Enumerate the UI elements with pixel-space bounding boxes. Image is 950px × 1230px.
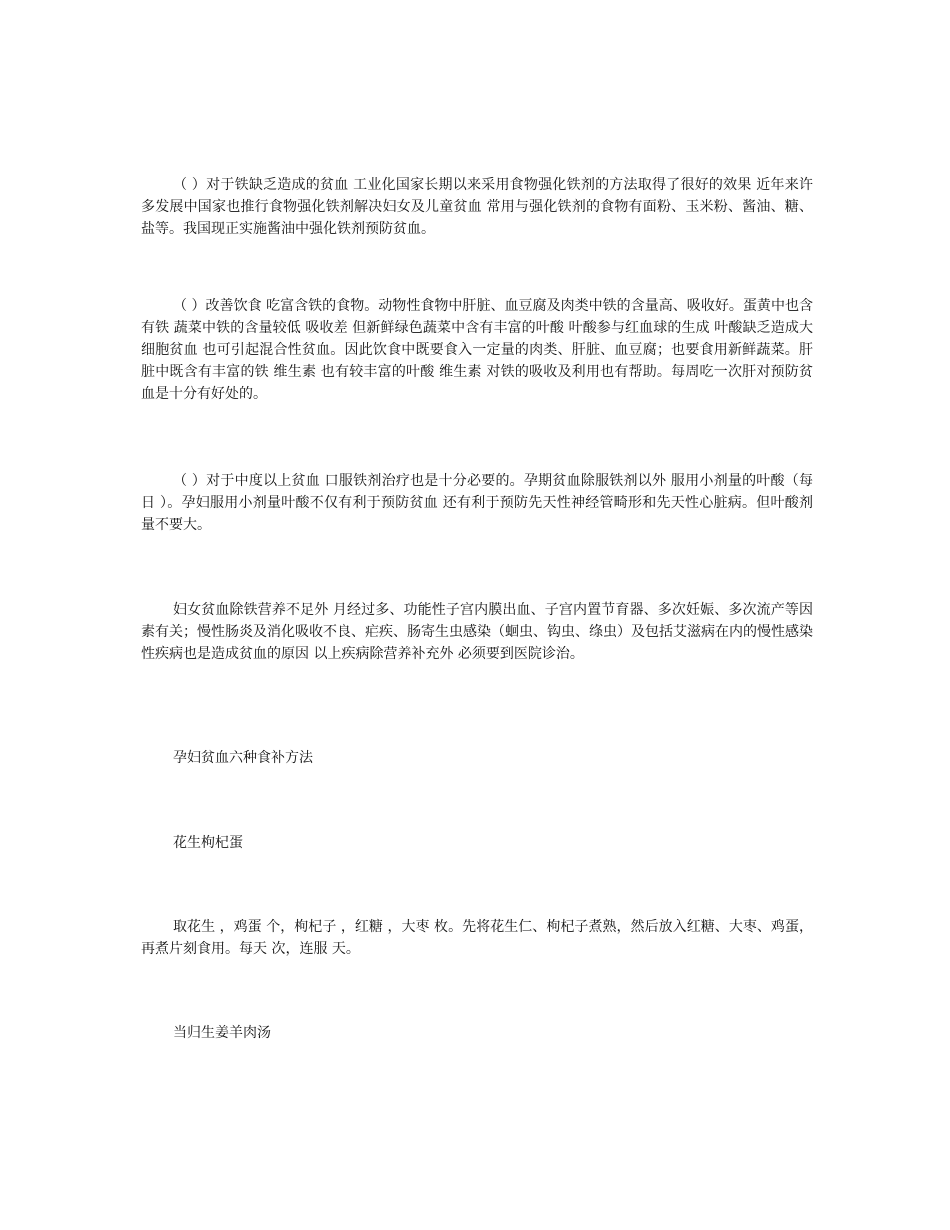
- recipe-title-peanut-egg: 花生枸杞蛋: [173, 835, 243, 851]
- section-title: 孕妇贫血六种食补方法: [173, 750, 313, 766]
- paragraph-anemia-causes: 妇女贫血除铁营养不足外 月经过多、功能性子宫内膜出血、子宫内置节育器、多次妊娠、多次流产等因素有关；慢性肠炎及消化吸收不良、疟疾、肠寄生虫感染（蛔虫、钩虫、绦虫）及包括艾滋病在内的慢性感染性疾病也是造成贫血的原因 以上疾病除营养补充外 必须要到医院诊治。: [141, 602, 813, 662]
- recipe-text-peanut-egg: 取花生 ，鸡蛋 个，枸杞子 ，红糖 ，大枣 枚。先将花生仁、枸杞子煮熟，然后放入红糖、大枣、鸡蛋，再煮片刻食用。每天 次，连服 天。: [141, 919, 813, 957]
- paragraph-iron-fortification: （ ）对于铁缺乏造成的贫血 工业化国家长期以来采用食物强化铁剂的方法取得了很好的效果 近年来许多发展中国家也推行食物强化铁剂解决妇女及儿童贫血 常用与强化铁剂的食物有面粉、玉米粉、酱油、糖、盐等。我国现正实施酱油中强化铁剂预防贫血。: [141, 177, 813, 237]
- paragraph-oral-iron-treatment: （ ）对于中度以上贫血 口服铁剂治疗也是十分必要的。孕期贫血除服铁剂以外 服用小剂量的叶酸（每日 ）。孕妇服用小剂量叶酸不仅有利于预防贫血 还有利于预防先天性神经管畸形和先天性心脏病。但叶酸剂量不要大。: [141, 473, 813, 533]
- recipe-title-angelica-lamb-soup: 当归生姜羊肉汤: [173, 1025, 271, 1041]
- paragraph-diet-improvement: （ ）改善饮食 吃富含铁的食物。动物性食物中肝脏、血豆腐及肉类中铁的含量高、吸收好。蛋黄中也含有铁 蔬菜中铁的含量较低 吸收差 但新鲜绿色蔬菜中含有丰富的叶酸 叶酸参与红血球的生成 叶酸缺乏造成大细胞贫血 也可引起混合性贫血。因此饮食中既要食入一定量的肉类、肝脏、血豆腐；也要食用新鲜蔬菜。肝脏中既含有丰富的铁 维生素 也有较丰富的叶酸 维生素 对铁的吸收及利用也有帮助。每周吃一次肝对预防贫血是十分有好处的。: [141, 298, 813, 402]
